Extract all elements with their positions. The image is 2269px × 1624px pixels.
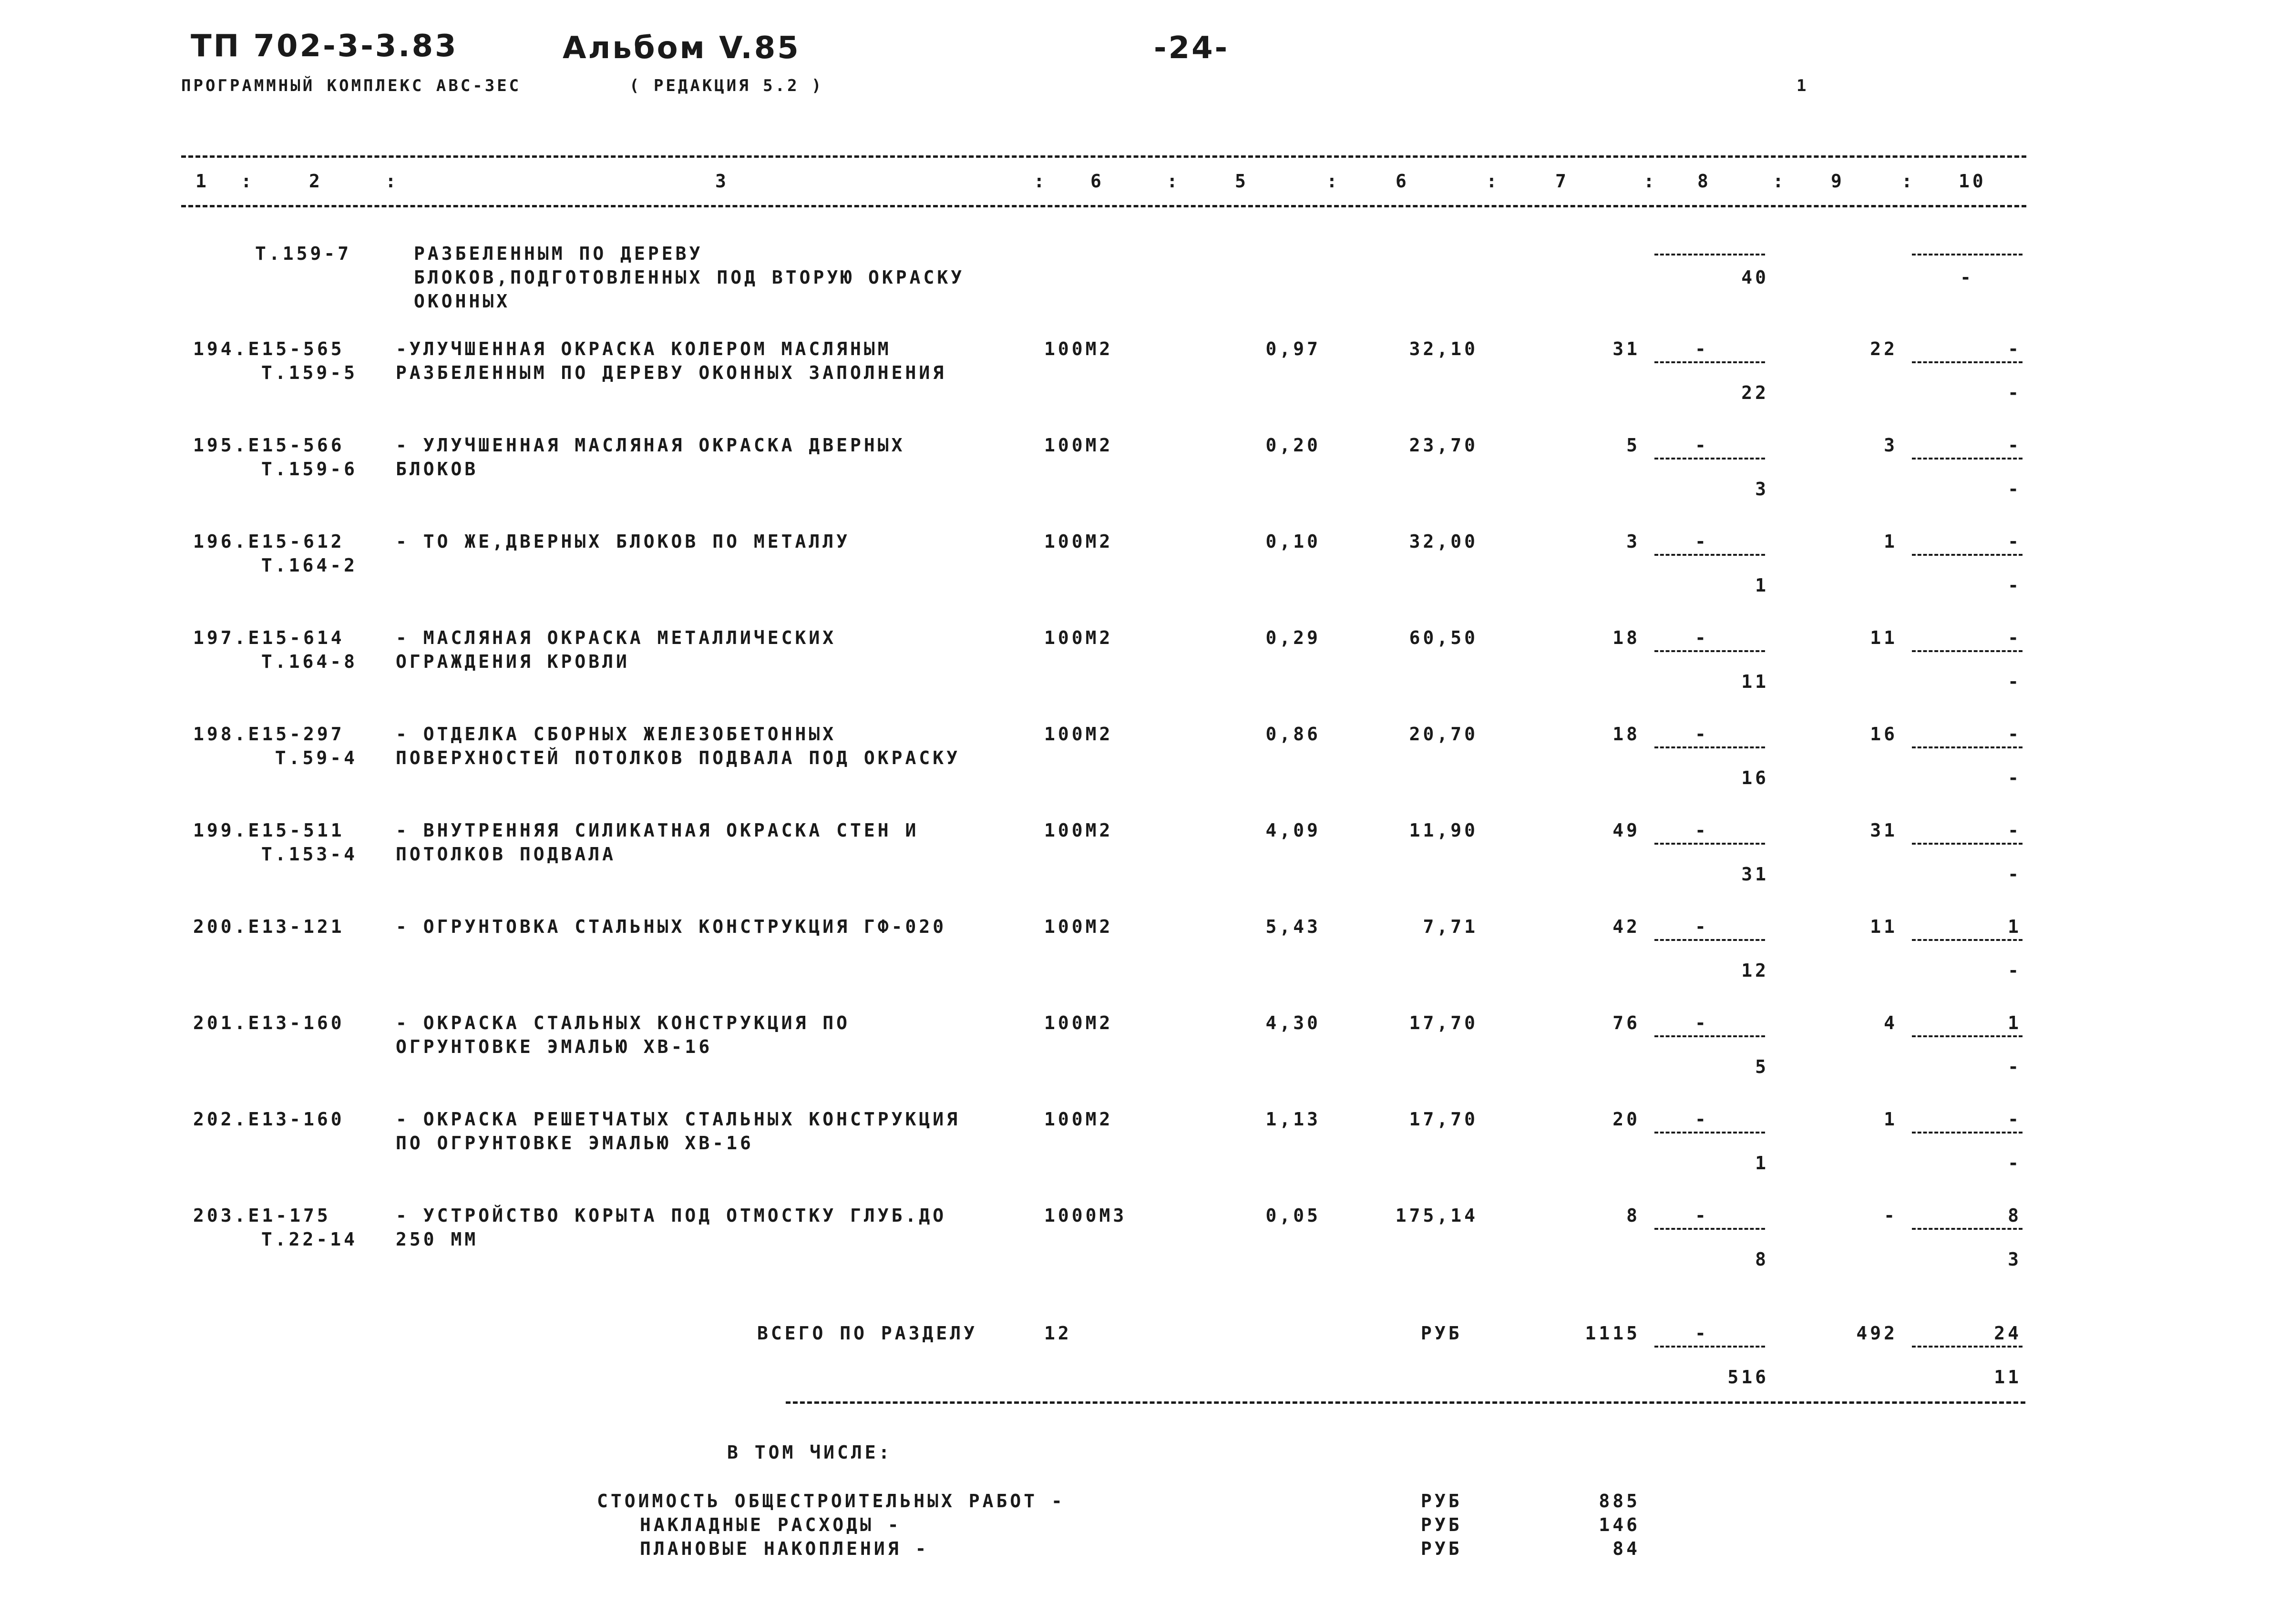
breakdown-item-value: 146 xyxy=(1599,1514,1640,1535)
row-col9: 22 xyxy=(1870,338,1898,359)
summary-col9: 492 xyxy=(1856,1323,1898,1344)
row-total: 42 xyxy=(1612,916,1640,937)
column-header-9: 9 xyxy=(1831,171,1845,192)
row-description-line: - МАСЛЯНАЯ ОКРАСКА МЕТАЛЛИЧЕСКИХ xyxy=(396,627,837,648)
row-quantity: 1,13 xyxy=(1265,1109,1321,1130)
row-total: 31 xyxy=(1612,338,1640,359)
row-col8-bottom: 12 xyxy=(1741,960,1769,981)
row-unit-price: 32,00 xyxy=(1409,531,1478,552)
row-quantity: 0,86 xyxy=(1265,724,1321,745)
column-separator: : xyxy=(241,171,255,192)
row-col8-bottom: 11 xyxy=(1741,671,1769,692)
row-quantity: 0,20 xyxy=(1265,435,1321,456)
row-col10-top: - xyxy=(2008,1109,2022,1130)
row-col8-top: - xyxy=(1695,1109,1709,1130)
row-col8-top: - xyxy=(1695,531,1709,552)
row-reference: Т.164-2 xyxy=(261,555,358,576)
row-col10-bottom: - xyxy=(2008,671,2022,692)
column-header-5: 5 xyxy=(1235,171,1249,192)
breakdown-item-currency: РУБ xyxy=(1421,1491,1462,1512)
row-description-line: ПОТОЛКОВ ПОДВАЛА xyxy=(396,844,616,865)
row-quantity: 4,09 xyxy=(1265,820,1321,841)
row-col8-top: - xyxy=(1695,724,1709,745)
row-total: 76 xyxy=(1612,1012,1640,1033)
album-label: Альбом V.85 xyxy=(563,31,801,66)
row-description-line: - ОКРАСКА РЕШЕТЧАТЫХ СТАЛЬНЫХ КОНСТРУКЦИЯ xyxy=(396,1109,960,1130)
row-description-line: ПОВЕРХНОСТЕЙ ПОТОЛКОВ ПОДВАЛА ПОД ОКРАСКУ xyxy=(396,747,960,768)
column-separator: : xyxy=(1773,171,1786,192)
row-description-line: - ТО ЖЕ,ДВЕРНЫХ БЛОКОВ ПО МЕТАЛЛУ xyxy=(396,531,850,552)
column-separator: : xyxy=(1167,171,1181,192)
row-number: 197.Е15-614 xyxy=(193,627,345,648)
row-unit-price: 175,14 xyxy=(1395,1205,1478,1226)
document-code: ТП 702-3-3.83 xyxy=(191,29,458,64)
row-description-line: ПО ОГРУНТОВКЕ ЭМАЛЬЮ ХВ-16 xyxy=(396,1133,754,1154)
row-col8-bottom: 22 xyxy=(1741,382,1769,403)
row-total: 20 xyxy=(1612,1109,1640,1130)
row-col10-bottom: - xyxy=(2008,575,2022,596)
row-total: 18 xyxy=(1612,724,1640,745)
row-col10-bottom: - xyxy=(2008,864,2022,885)
breakdown-item-currency: РУБ xyxy=(1421,1538,1462,1559)
row-number: 194.Е15-565 xyxy=(193,338,345,359)
row-description-line: РАЗБЕЛЕННЫМ ПО ДЕРЕВУ ОКОННЫХ ЗАПОЛНЕНИЯ xyxy=(396,362,947,383)
row-col9: 11 xyxy=(1870,627,1898,648)
row-col10-top: - xyxy=(2008,435,2022,456)
row-description-line: БЛОКОВ xyxy=(396,459,479,480)
summary-col8-top: - xyxy=(1695,1323,1709,1344)
row-unit: 100М2 xyxy=(1044,724,1113,745)
row-number: 196.Е15-612 xyxy=(193,531,345,552)
row-col9: 1 xyxy=(1884,531,1898,552)
row-unit-price: 17,70 xyxy=(1409,1012,1478,1033)
row-description-line: - ВНУТРЕННЯЯ СИЛИКАТНАЯ ОКРАСКА СТЕН И xyxy=(396,820,919,841)
column-header-6: 6 xyxy=(1396,171,1409,192)
row-col10-bottom: - xyxy=(2008,382,2022,403)
column-header-1: 1 xyxy=(195,171,209,192)
row-unit-price: 7,71 xyxy=(1423,916,1478,937)
row-unit-price: 23,70 xyxy=(1409,435,1478,456)
row-col9: 16 xyxy=(1870,724,1898,745)
column-header-4: 6 xyxy=(1090,171,1104,192)
continuation-ref: Т.159-7 xyxy=(255,243,352,264)
row-col9: 11 xyxy=(1870,916,1898,937)
row-unit: 100М2 xyxy=(1044,820,1113,841)
row-quantity: 0,97 xyxy=(1265,338,1321,359)
breakdown-item-value: 885 xyxy=(1599,1491,1640,1512)
row-description-line: ОГРУНТОВКЕ ЭМАЛЬЮ ХВ-16 xyxy=(396,1036,713,1057)
continuation-c8-bottom: 40 xyxy=(1741,267,1769,288)
column-header-8: 8 xyxy=(1697,171,1711,192)
row-reference: Т.159-6 xyxy=(261,459,358,480)
row-number: 199.Е15-511 xyxy=(193,820,345,841)
summary-col10-bottom: 11 xyxy=(1994,1367,2022,1388)
row-unit-price: 20,70 xyxy=(1409,724,1478,745)
row-total: 18 xyxy=(1612,627,1640,648)
row-col10-top: - xyxy=(2008,627,2022,648)
row-unit: 100М2 xyxy=(1044,627,1113,648)
summary-col10-top: 24 xyxy=(1994,1323,2022,1344)
column-header-10: 10 xyxy=(1959,171,1986,192)
row-col8-bottom: 1 xyxy=(1755,1153,1769,1174)
column-separator: : xyxy=(1643,171,1657,192)
breakdown-heading: В ТОМ ЧИСЛЕ: xyxy=(727,1442,893,1463)
row-col8-top: - xyxy=(1695,820,1709,841)
row-col10-top: - xyxy=(2008,531,2022,552)
row-reference: Т.164-8 xyxy=(261,651,358,672)
row-number: 200.Е13-121 xyxy=(193,916,345,937)
row-col8-bottom: 1 xyxy=(1755,575,1769,596)
row-col8-top: - xyxy=(1695,1012,1709,1033)
row-reference: Т.159-5 xyxy=(261,362,358,383)
row-col10-top: 8 xyxy=(2008,1205,2022,1226)
row-number: 195.Е15-566 xyxy=(193,435,345,456)
row-number: 201.Е13-160 xyxy=(193,1012,345,1033)
row-unit: 100М2 xyxy=(1044,916,1113,937)
row-description-line: - УЛУЧШЕННАЯ МАСЛЯНАЯ ОКРАСКА ДВЕРНЫХ xyxy=(396,435,905,456)
row-reference: Т.59-4 xyxy=(275,747,358,768)
row-col9: 1 xyxy=(1884,1109,1898,1130)
breakdown-item-label: НАКЛАДНЫЕ РАСХОДЫ - xyxy=(640,1514,902,1535)
summary-col8-bottom: 516 xyxy=(1727,1367,1769,1388)
column-header-3: 3 xyxy=(715,171,729,192)
row-col9: 3 xyxy=(1884,435,1898,456)
row-description-line: ОГРАЖДЕНИЯ КРОВЛИ xyxy=(396,651,630,672)
row-col9: 4 xyxy=(1884,1012,1898,1033)
row-quantity: 5,43 xyxy=(1265,916,1321,937)
column-separator: : xyxy=(1326,171,1340,192)
row-unit-price: 60,50 xyxy=(1409,627,1478,648)
row-quantity: 4,30 xyxy=(1265,1012,1321,1033)
column-separator: : xyxy=(1486,171,1500,192)
row-unit-price: 32,10 xyxy=(1409,338,1478,359)
row-number: 202.Е13-160 xyxy=(193,1109,345,1130)
row-unit-price: 17,70 xyxy=(1409,1109,1478,1130)
continuation-c10-bottom: - xyxy=(1960,267,1974,288)
row-total: 3 xyxy=(1626,531,1640,552)
row-col9: 31 xyxy=(1870,820,1898,841)
row-description-line: 250 ММ xyxy=(396,1229,479,1250)
sheet-number: 1 xyxy=(1797,76,1809,95)
row-quantity: 0,29 xyxy=(1265,627,1321,648)
row-col10-top: - xyxy=(2008,724,2022,745)
row-reference: Т.22-14 xyxy=(261,1229,358,1250)
row-col10-top: - xyxy=(2008,820,2022,841)
breakdown-item-label: ПЛАНОВЫЕ НАКОПЛЕНИЯ - xyxy=(640,1538,929,1559)
row-description-line: - ОКРАСКА СТАЛЬНЫХ КОНСТРУКЦИЯ ПО xyxy=(396,1012,850,1033)
row-col8-top: - xyxy=(1695,1205,1709,1226)
breakdown-item-value: 84 xyxy=(1612,1538,1640,1559)
row-col9: - xyxy=(1884,1205,1898,1226)
row-unit: 100М2 xyxy=(1044,435,1113,456)
row-col10-bottom: - xyxy=(2008,767,2022,788)
row-col8-bottom: 16 xyxy=(1741,767,1769,788)
summary-currency: РУБ xyxy=(1421,1323,1462,1344)
row-unit: 100М2 xyxy=(1044,338,1113,359)
row-quantity: 0,05 xyxy=(1265,1205,1321,1226)
row-unit: 100М2 xyxy=(1044,1012,1113,1033)
row-col8-bottom: 3 xyxy=(1755,479,1769,500)
row-col8-top: - xyxy=(1695,916,1709,937)
row-col8-bottom: 5 xyxy=(1755,1056,1769,1077)
summary-label: ВСЕГО ПО РАЗДЕЛУ xyxy=(757,1323,978,1344)
breakdown-item-currency: РУБ xyxy=(1421,1514,1462,1535)
column-header-7: 7 xyxy=(1555,171,1569,192)
row-unit-price: 11,90 xyxy=(1409,820,1478,841)
row-col10-bottom: - xyxy=(2008,1153,2022,1174)
row-col10-top: 1 xyxy=(2008,1012,2022,1033)
continuation-desc-line-2: БЛОКОВ,ПОДГОТОВЛЕННЫХ ПОД ВТОРУЮ ОКРАСКУ xyxy=(414,267,965,288)
row-col10-bottom: 3 xyxy=(2008,1249,2022,1270)
row-col10-top: 1 xyxy=(2008,916,2022,937)
row-col8-top: - xyxy=(1695,627,1709,648)
row-reference: Т.153-4 xyxy=(261,844,358,865)
row-col8-top: - xyxy=(1695,435,1709,456)
breakdown-item-label: СТОИМОСТЬ ОБЩЕСТРОИТЕЛЬНЫХ РАБОТ - xyxy=(597,1491,1065,1512)
row-col10-bottom: - xyxy=(2008,960,2022,981)
row-total: 8 xyxy=(1626,1205,1640,1226)
continuation-desc-line-1: РАЗБЕЛЕННЫМ ПО ДЕРЕВУ xyxy=(414,243,703,264)
row-col10-bottom: - xyxy=(2008,1056,2022,1077)
column-separator: : xyxy=(1034,171,1047,192)
column-separator: : xyxy=(385,171,399,192)
page-number: -24- xyxy=(1154,31,1230,66)
row-unit: 1000М3 xyxy=(1044,1205,1127,1226)
row-col8-top: - xyxy=(1695,338,1709,359)
row-unit: 100М2 xyxy=(1044,1109,1113,1130)
row-description-line: -УЛУЧШЕННАЯ ОКРАСКА КОЛЕРОМ МАСЛЯНЫМ xyxy=(396,338,892,359)
row-total: 5 xyxy=(1626,435,1640,456)
row-col8-bottom: 8 xyxy=(1755,1249,1769,1270)
program-line: ПРОГРАММНЫЙ КОМПЛЕКС АВС-3ЕС xyxy=(181,76,522,95)
row-description-line: - УСТРОЙСТВО КОРЫТА ПОД ОТМОСТКУ ГЛУБ.ДО xyxy=(396,1205,947,1226)
row-quantity: 0,10 xyxy=(1265,531,1321,552)
row-col10-bottom: - xyxy=(2008,479,2022,500)
column-separator: : xyxy=(1901,171,1915,192)
row-description-line: - ОГРУНТОВКА СТАЛЬНЫХ КОНСТРУКЦИЯ ГФ-020 xyxy=(396,916,947,937)
row-unit: 100М2 xyxy=(1044,531,1113,552)
continuation-desc-line-3: ОКОННЫХ xyxy=(414,291,511,312)
row-total: 49 xyxy=(1612,820,1640,841)
row-col8-bottom: 31 xyxy=(1741,864,1769,885)
row-col10-top: - xyxy=(2008,338,2022,359)
row-description-line: - ОТДЕЛКА СБОРНЫХ ЖЕЛЕЗОБЕТОННЫХ xyxy=(396,724,837,745)
row-number: 198.Е15-297 xyxy=(193,724,345,745)
edition-label: ( РЕДАКЦИЯ 5.2 ) xyxy=(629,76,824,95)
column-header-2: 2 xyxy=(309,171,323,192)
summary-total: 1115 xyxy=(1585,1323,1640,1344)
row-number: 203.Е1-175 xyxy=(193,1205,331,1226)
summary-count: 12 xyxy=(1044,1323,1072,1344)
